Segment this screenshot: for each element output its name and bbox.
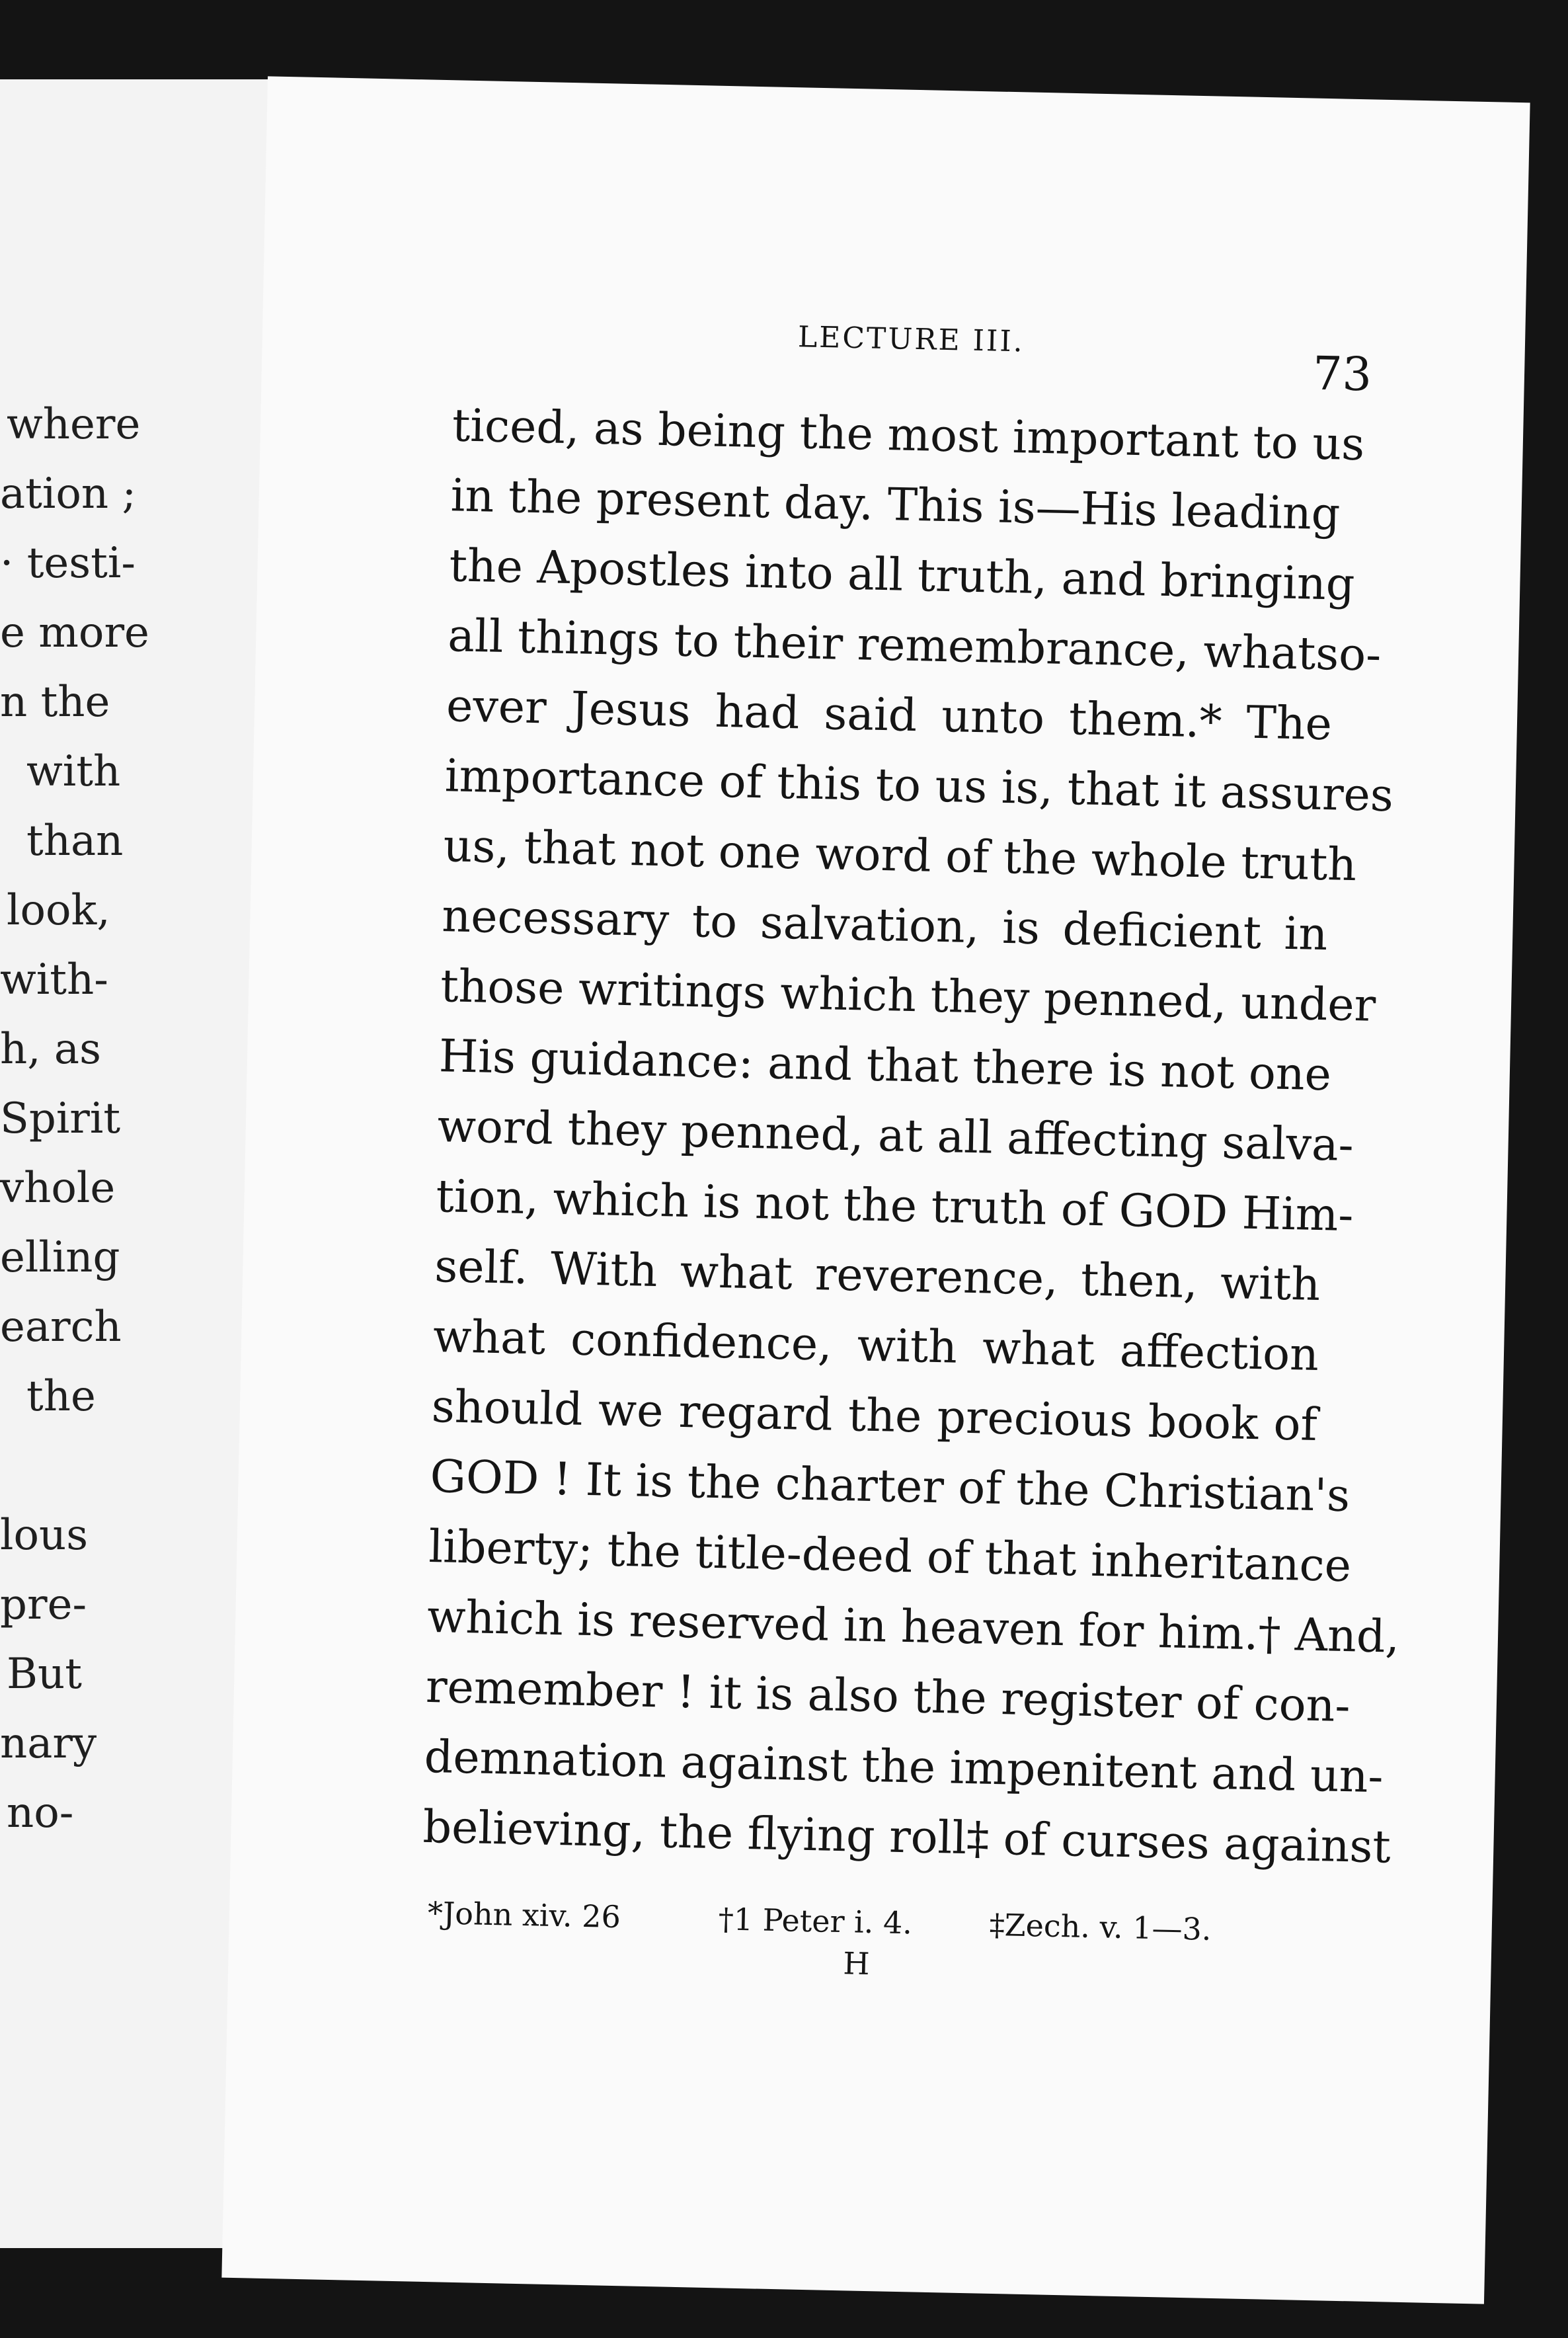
running-head: LECTURE III. xyxy=(797,320,1025,359)
text-line: us, that not one word of the whole truth xyxy=(442,820,1357,892)
text-line: remember ! it is also the register of con- xyxy=(425,1660,1351,1733)
text-line: which is reserved in heaven for him.† And, xyxy=(426,1590,1400,1664)
text-line: should we regard the precious book of xyxy=(431,1381,1318,1452)
left-line-19: nary xyxy=(0,1719,97,1768)
text-line: liberty; the title-deed of that inheritance xyxy=(428,1520,1352,1593)
left-line-9: with- xyxy=(0,955,108,1004)
text-line: in the present day. This is—His leading xyxy=(450,469,1341,541)
left-line-12: vhole xyxy=(0,1164,116,1213)
book-page-right xyxy=(221,76,1530,2304)
text-line: His guidance: and that there is not one xyxy=(438,1030,1332,1102)
left-line-2: ation ; xyxy=(0,469,136,518)
left-line-10: h, as xyxy=(0,1025,101,1074)
footnotes xyxy=(427,1895,1301,1947)
left-line-17: pre- xyxy=(0,1580,87,1629)
left-line-16: lous xyxy=(0,1511,89,1560)
text-line: all things to their remembrance, whatso- xyxy=(447,610,1382,682)
text-line: necessary to salvation, is deficient in xyxy=(441,890,1329,961)
footnote-john: *John xiv. 26 xyxy=(427,1895,621,1935)
text-line: tion, which is not the truth of GOD Him- xyxy=(435,1170,1354,1242)
footnote-zech: ‡Zech. v. 1—3. xyxy=(989,1906,1212,1947)
text-line: what confidence, with what affection xyxy=(432,1310,1319,1382)
text-line: the Apostles into all truth, and bringing xyxy=(448,540,1356,611)
left-line-3: · testi- xyxy=(0,539,136,588)
left-line-11: Spirit xyxy=(0,1094,121,1143)
left-line-18: But xyxy=(7,1650,82,1699)
left-line-13: elling xyxy=(0,1233,120,1282)
text-line: ticed, as being the most important to us xyxy=(451,399,1365,471)
text-line: demnation against the impenitent and un- xyxy=(424,1730,1384,1804)
text-line: those writings which they penned, under xyxy=(440,960,1376,1032)
footnote-peter: †1 Peter i. 4. xyxy=(718,1901,913,1941)
left-line-4: e more xyxy=(0,608,149,657)
text-line: importance of this to us is, that it assures xyxy=(444,750,1394,823)
text-line: GOD ! It is the charter of the Christian's xyxy=(429,1450,1351,1523)
left-line-20: no- xyxy=(7,1789,74,1837)
signature-mark: H xyxy=(842,1945,871,1982)
left-line-15: the xyxy=(26,1372,96,1421)
left-line-8: look, xyxy=(7,886,110,935)
left-line-5: n the xyxy=(0,678,110,727)
left-line-6: with xyxy=(26,747,121,796)
left-line-7: than xyxy=(26,817,124,866)
left-line-14: earch xyxy=(0,1303,122,1351)
text-line: believing, the flying roll‡ of curses against xyxy=(422,1800,1392,1874)
text-line: ever Jesus had said unto them.* The xyxy=(446,680,1333,751)
text-line: self. With what reverence, then, with xyxy=(434,1240,1321,1312)
body-text xyxy=(422,391,1400,1881)
left-line-1: where xyxy=(7,400,141,449)
page-number: 73 xyxy=(1312,346,1372,402)
text-line: word they penned, at all affecting salva- xyxy=(437,1100,1354,1172)
